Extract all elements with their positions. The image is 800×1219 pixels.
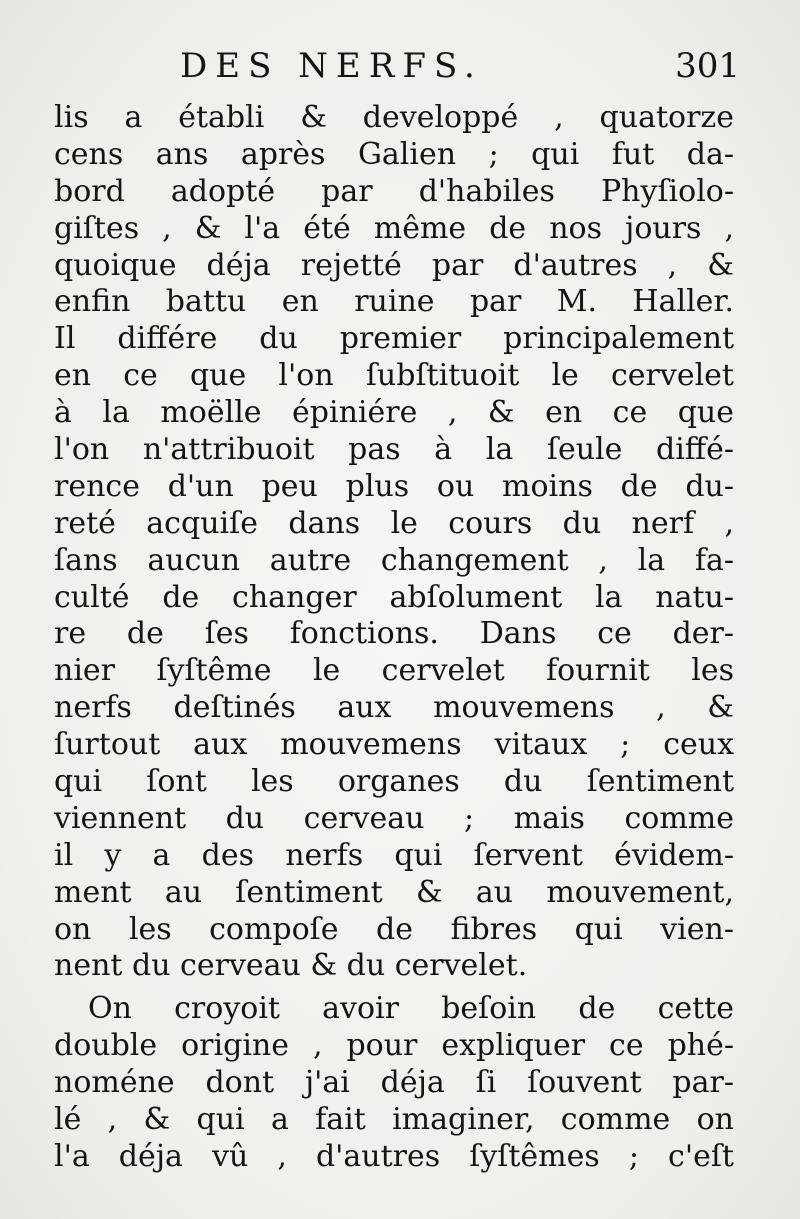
body-text — [54, 100, 734, 1176]
text-line: en ce que l'on ſubſtituoit le cervelet — [54, 358, 734, 394]
text-line: qui ſont les organes du ſentiment — [54, 764, 734, 800]
text-line: viennent du cerveau ; mais comme — [54, 800, 734, 836]
text-line: ſurtout aux mouvemens vitaux ; ceux — [54, 727, 734, 763]
text-line: On croyoit avoir beſoin de cette — [88, 991, 734, 1027]
text-line: nerfs deſtinés aux mouvemens , & — [54, 690, 734, 726]
text-line: on les compoſe de fibres qui vien- — [54, 911, 734, 947]
text-line: Il différe du premier principalement — [54, 321, 734, 357]
text-line: re de ſes fonctions. Dans ce der- — [54, 616, 734, 652]
text-line: cens ans après Galien ; qui fut da- — [54, 136, 734, 172]
text-line: culté de changer abſolument la natu- — [54, 579, 734, 615]
text-line: giſtes , & l'a été même de nos jours , — [54, 210, 734, 246]
text-line: nier ſyſtême le cervelet fournit les — [54, 653, 734, 689]
text-line: ment au ſentiment & au mouvement, — [54, 874, 734, 910]
text-line: à la moëlle épiniére , & en ce que — [54, 395, 734, 431]
text-line: l'on n'attribuoit pas à la ſeule diffé- — [54, 432, 734, 468]
page-number: 301 — [675, 46, 740, 86]
text-line: lis a établi & developpé , quatorze — [54, 100, 734, 135]
text-line: il y a des nerfs qui ſervent évidem- — [54, 837, 734, 873]
text-line: l'a déja vû , d'autres ſyſtêmes ; c'eſt — [54, 1138, 734, 1174]
text-line: ſans aucun autre changement , la fa- — [54, 542, 734, 578]
text-line: nent du cerveau & du cervelet. — [54, 948, 528, 984]
text-line: enfin battu en ruine par M. Haller. — [54, 284, 734, 320]
text-line: noméne dont j'ai déja ſi ſouvent par- — [54, 1065, 734, 1101]
paragraph-1 — [54, 100, 734, 985]
text-line: quoique déja rejetté par d'autres , & — [54, 247, 734, 283]
text-line: reté acquiſe dans le cours du nerf , — [54, 505, 734, 541]
running-head: DES NERFS. — [180, 46, 483, 86]
paragraph-2 — [54, 991, 734, 1175]
text-line: rence d'un peu plus ou moins de du- — [54, 468, 734, 504]
page-header — [180, 46, 740, 90]
text-line: double origine , pour expliquer ce phé- — [54, 1028, 734, 1064]
text-line: lé , & qui a fait imaginer, comme on — [54, 1102, 734, 1138]
text-line: bord adopté par d'habiles Phyſiolo- — [54, 173, 734, 209]
